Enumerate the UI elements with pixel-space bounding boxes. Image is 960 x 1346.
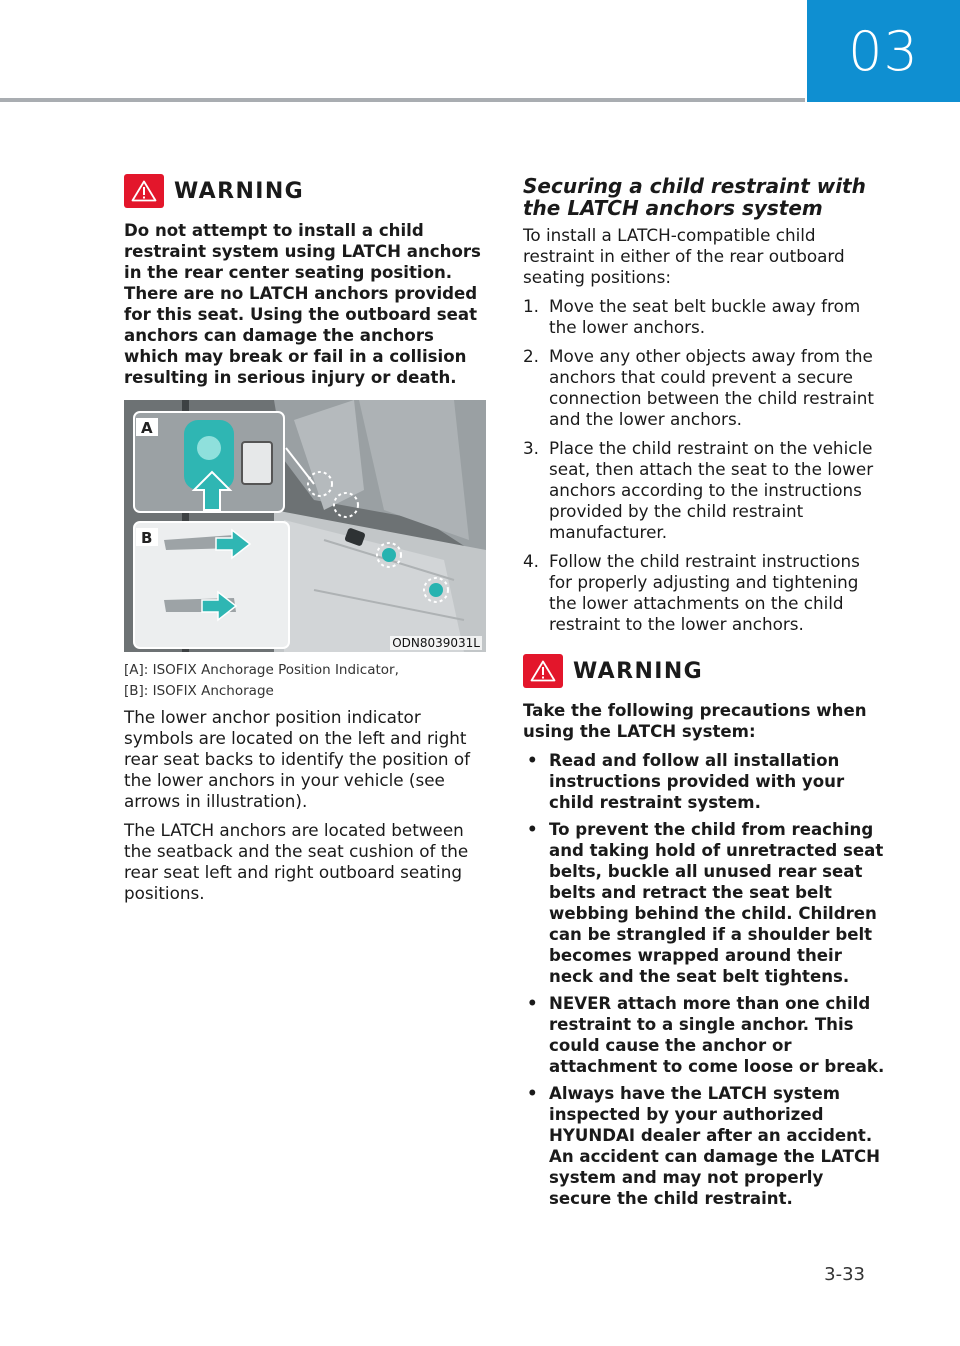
figure-label-b: B xyxy=(141,529,153,547)
left-warning-box xyxy=(124,174,488,388)
step-item: 4. Follow the child restraint instructions for properly adjusting and tightening the lower attachments on the child restraint to the lower anchors. xyxy=(523,551,860,634)
page-number: 3-33 xyxy=(824,1264,865,1285)
section-title: Securing a child restraint with the LATCH anchors system xyxy=(523,174,866,220)
seat-illustration xyxy=(124,400,486,652)
step-item: 2. Move any other objects away from the anchors that could prevent a secure connection between the child restraint and the lower anchors. xyxy=(523,346,874,429)
caption-a: [A]: ISOFIX Anchorage Position Indicator, xyxy=(124,662,399,678)
left-body xyxy=(124,707,488,904)
paragraph-indicator: The lower anchor position indicator symbols are located on the left and right rear seat backs to identify the position of the lower anchors in your vehicle (see arrows in illustration). xyxy=(124,707,471,811)
warning-body: Do not attempt to install a child restraint system using LATCH anchors in the rear center seating position. There are no LATCH anchors provided for this seat. Using the outboard seat anchors can damage the anchors which may break or fail in a collision resulting in serious injury or death. xyxy=(124,221,481,387)
warning-triangle-icon xyxy=(523,654,563,688)
warning-title: WARNING xyxy=(174,178,305,204)
warning-bullet: • NEVER attach more than one child restraint to a single anchor. This could cause the anchor or attachment to come loose or break. xyxy=(523,993,885,1077)
steps-list xyxy=(523,296,885,635)
warning-bullet: • Read and follow all installation instructions provided with your child restraint system. xyxy=(523,750,885,813)
latch-anchor-figure xyxy=(124,400,486,652)
warning-bullet: • Always have the LATCH system inspected by your authorized HYUNDAI dealer after an accident. An accident can damage the LATCH system and may not properly secure the child restraint. xyxy=(523,1083,885,1209)
chapter-tab: 03 xyxy=(807,0,960,102)
warning-header xyxy=(523,654,885,688)
warning-title: WARNING xyxy=(573,658,704,684)
right-warning-box xyxy=(523,654,885,1215)
header-rule xyxy=(0,98,805,102)
figure-label-a: A xyxy=(141,419,153,437)
figure-code: ODN8039031L xyxy=(392,636,480,650)
warning-header xyxy=(124,174,488,208)
latch-section xyxy=(523,175,885,643)
warning-intro: Take the following precautions when using the LATCH system: xyxy=(523,701,867,741)
warning-bullet: • To prevent the child from reaching and taking hold of unretracted seat belts, buckle all unused rear seat belts and retract the seat belt webbing behind the child. Children can be strangled if a shoulder belt becomes wrapped around their neck and the seat belt tightens. xyxy=(523,819,885,987)
step-item: 1. Move the seat belt buckle away from the lower anchors. xyxy=(523,296,861,337)
paragraph-anchor-location: The LATCH anchors are located between the seatback and the seat cushion of the rear seat left and right outboard seating positions. xyxy=(124,820,469,903)
warning-bullets xyxy=(523,750,885,1209)
figure-caption xyxy=(124,660,488,702)
section-intro: To install a LATCH-compatible child restraint in either of the rear outboard seating positions: xyxy=(523,225,845,287)
warning-triangle-icon xyxy=(124,174,164,208)
caption-b: [B]: ISOFIX Anchorage xyxy=(124,683,274,699)
step-item: 3. Place the child restraint on the vehicle seat, then attach the seat to the lower anchors according to the instructions provided by the child restraint manufacturer. xyxy=(523,438,874,542)
